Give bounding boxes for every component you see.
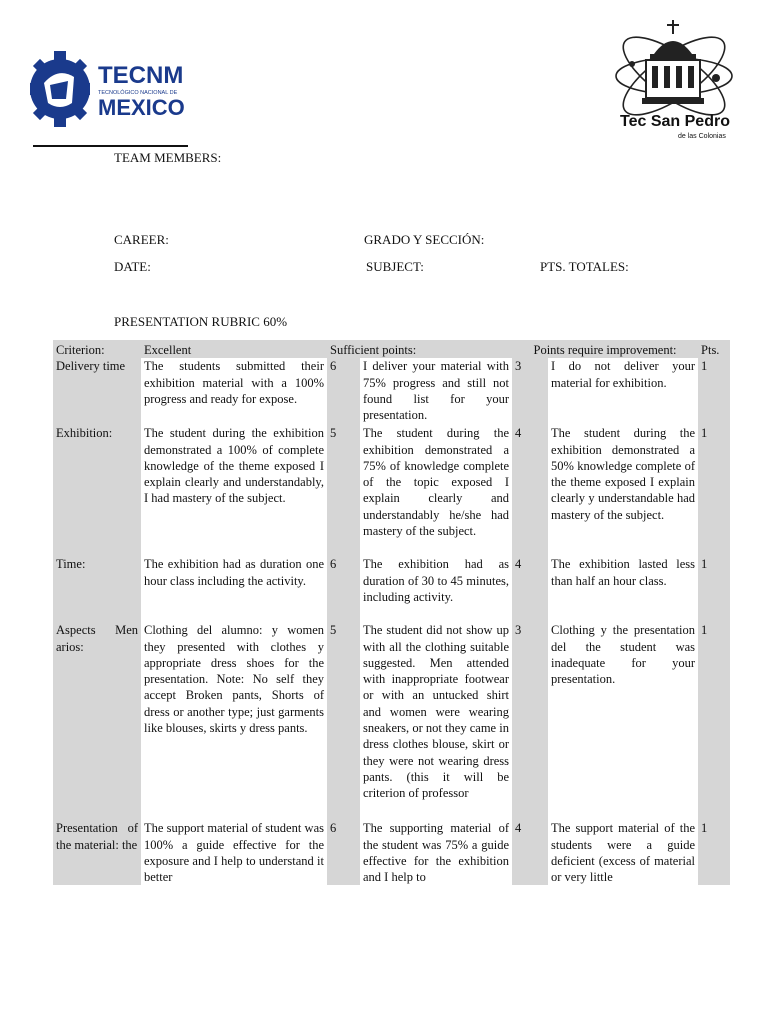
row-sufficient-pts: 4: [512, 820, 548, 885]
row-sufficient: The student during the exhibition demonstrated a 75% of knowledge complete of the topic exposed I explain clearly and understandably he/she had mastery of the subject.: [360, 425, 512, 556]
rubric-table: [53, 340, 730, 885]
table-row: [53, 622, 730, 820]
row-sufficient-pts: 3: [512, 622, 548, 820]
row-sufficient: I deliver your material with 75% progress and still not found list for your presentation.: [360, 358, 512, 425]
row-excellent-pts: 6: [327, 556, 360, 622]
svg-text:TECNOLÓGICO NACIONAL DE: TECNOLÓGICO NACIONAL DE: [98, 90, 178, 96]
row-excellent: The students submitted their exhibition material with a 100% progress and ready for expose.: [141, 358, 327, 425]
row-excellent-pts: 6: [327, 820, 360, 885]
subject-label: SUBJECT:: [366, 259, 424, 274]
row-excellent-pts: 6: [327, 358, 360, 425]
row-criterion: Exhibition:: [53, 425, 141, 556]
svg-text:de las Colonias: de las Colonias: [678, 133, 726, 140]
row-improve: The exhibition lasted less than half an hour class.: [548, 556, 698, 622]
row-improve: I do not deliver your material for exhibition.: [548, 358, 698, 425]
row-sufficient-pts: 4: [512, 425, 548, 556]
row-sufficient: The supporting material of the student was 75% a guide effective for the exhibition and I help to: [360, 820, 512, 885]
row-improve-pts: 1: [698, 556, 730, 622]
row-sufficient: The exhibition had as duration of 30 to 45 minutes, including activity.: [360, 556, 512, 622]
pts-totales-label: PTS. TOTALES:: [540, 259, 629, 274]
row-improve-pts: 1: [698, 820, 730, 885]
team-members-label: TEAM MEMBERS:: [114, 150, 222, 165]
row-improve: The student during the exhibition demonstrated a 50% knowledge complete of the theme exposed I explain clearly y understandable had mastery of the subject.: [548, 425, 698, 556]
header-pts: Pts.: [698, 340, 730, 358]
svg-text:TECNM: TECNM: [98, 62, 184, 89]
row-improve-pts: 1: [698, 358, 730, 425]
row-excellent-pts: 5: [327, 425, 360, 556]
row-sufficient-pts: 4: [512, 556, 548, 622]
row-excellent: The student during the exhibition demonstrated a 100% of complete knowledge of the theme exposed I explain clearly and understandably, I had mastery of the subject.: [141, 425, 327, 556]
row-excellent: Clothing del alumno: y women they presented with clothes y appropriate dress shoes for the presentation. Note: No self they accept Broken pants, Shorts of dress or another type; just garments like blouses, skirts y dress pants.: [141, 622, 327, 820]
row-criterion: Presentation of the material: the: [53, 820, 141, 885]
table-row: [53, 358, 730, 425]
header-excellent: Excellent: [141, 340, 327, 358]
row-criterion: Aspects Men arios:: [53, 622, 141, 820]
table-row: [53, 556, 730, 622]
table-row: [53, 425, 730, 556]
row-criterion: Time:: [53, 556, 141, 622]
row-criterion: Delivery time: [53, 358, 141, 425]
tecnm-logo: [30, 33, 192, 149]
svg-text:MEXICO: MEXICO: [98, 95, 185, 120]
career-label: CAREER:: [114, 232, 169, 247]
row-excellent-pts: 5: [327, 622, 360, 820]
table-row: [53, 820, 730, 885]
table-header-row: [53, 340, 730, 358]
header-improve: Points require improvement:: [512, 340, 698, 358]
row-improve: The support material of the students were a guide deficient (excess of material or very little: [548, 820, 698, 885]
date-label: DATE:: [114, 259, 151, 274]
row-improve-pts: 1: [698, 622, 730, 820]
row-excellent: The support material of student was 100% a guide effective for the exposure and I help to understand it better: [141, 820, 327, 885]
header-criterion: Criterion:: [53, 340, 141, 358]
row-improve-pts: 1: [698, 425, 730, 556]
row-sufficient-pts: 3: [512, 358, 548, 425]
tec-san-pedro-logo: [612, 18, 742, 148]
grado-seccion-label: GRADO Y SECCIÓN:: [364, 232, 485, 247]
row-sufficient: The student did not show up with all the clothing suitable suggested. Men attended with inappropriate footwear or with an untucked shirt and women were wearing sneakers, or not they came in dress clothes blouse, skirt or they were not wearing dress pants. (this it will be criterion of professor: [360, 622, 512, 820]
row-excellent: The exhibition had as duration one hour class including the activity.: [141, 556, 327, 622]
header-sufficient: Sufficient points:: [327, 340, 512, 358]
rubric-title: PRESENTATION RUBRIC 60%: [114, 314, 288, 329]
svg-text:Tec San Pedro: Tec San Pedro: [620, 113, 730, 130]
row-improve: Clothing y the presentation del the student was inadequate for your presentation.: [548, 622, 698, 820]
